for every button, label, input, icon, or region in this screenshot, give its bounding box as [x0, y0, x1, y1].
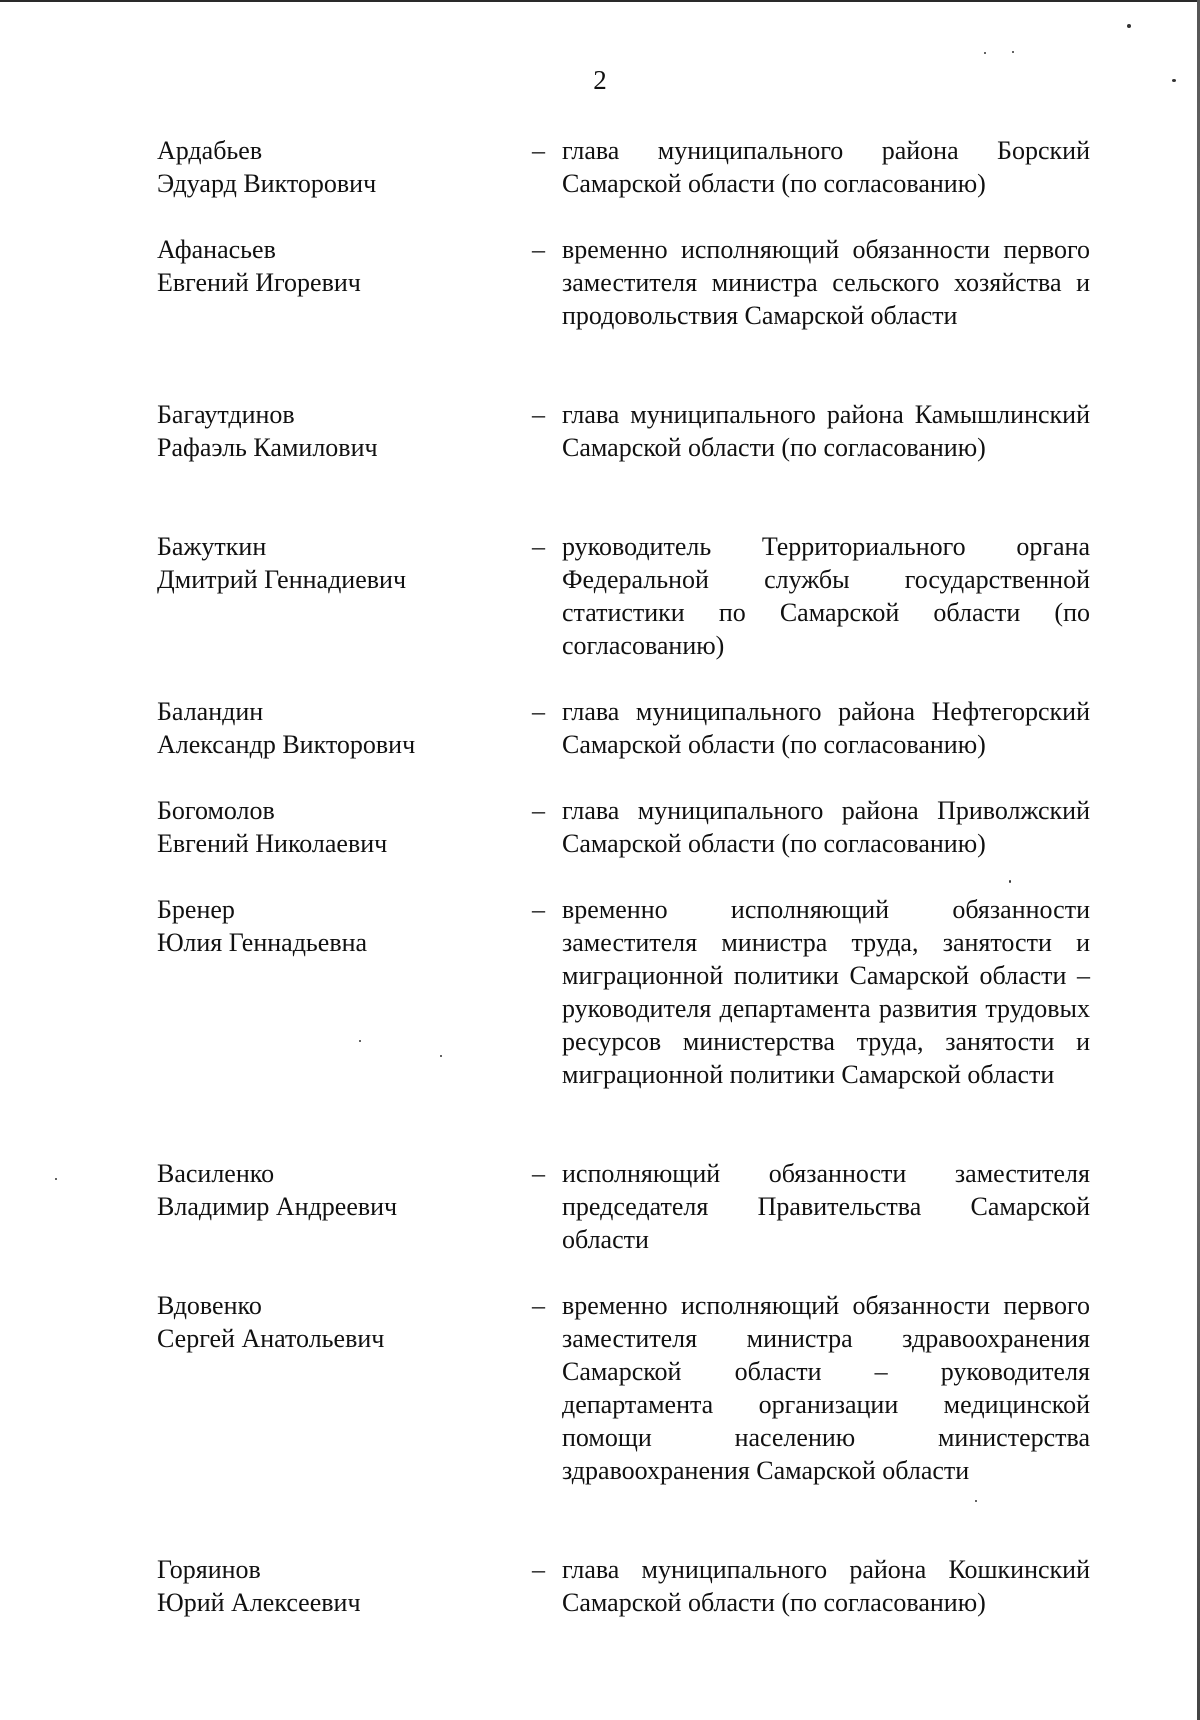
given-name: Юрий Алексеевич — [157, 1588, 361, 1617]
position-description: глава муниципального района Кошкинский Самарской области (по согласованию) — [562, 1555, 1090, 1617]
dash-separator: – — [532, 400, 545, 429]
dash-separator: – — [532, 796, 545, 825]
surname: Багаутдинов — [157, 400, 295, 429]
person-name — [157, 794, 527, 860]
person-name — [157, 134, 527, 200]
given-name: Евгений Игоревич — [157, 268, 361, 297]
person-name — [157, 530, 527, 596]
position-description: руководитель Территориального органа Федеральной службы государственной статистики по Самарской области (по согласованию) — [562, 532, 1090, 660]
person-name — [157, 398, 527, 464]
position-description: временно исполняющий обязанности первого заместителя министра здравоохранения Самарской области – руководителя департамента организации медицинской помощи населению министерства здравоохранения Самарской области — [562, 1291, 1090, 1485]
dash-separator: – — [532, 235, 545, 264]
position-description: исполняющий обязанности заместителя председателя Правительства Самарской области — [562, 1159, 1090, 1254]
given-name: Эдуард Викторович — [157, 169, 377, 198]
person-name — [157, 893, 527, 959]
dash-separator: – — [532, 1159, 545, 1188]
surname: Богомолов — [157, 796, 275, 825]
person-name — [157, 1157, 527, 1223]
dash-separator: – — [532, 1291, 545, 1320]
page-number: 2 — [593, 65, 607, 95]
given-name: Юлия Геннадьевна — [157, 928, 368, 957]
given-name: Владимир Андреевич — [157, 1192, 398, 1221]
position-description: временно исполняющий обязанности заместителя министра труда, занятости и миграционной политики Самарской области – руководителя департамента развития трудовых ресурсов министерства труда, занятости и миграционной политики Самарской области — [562, 895, 1090, 1089]
surname: Горяинов — [157, 1555, 261, 1584]
person-name — [157, 695, 527, 761]
person-name — [157, 1553, 527, 1619]
given-name: Дмитрий Геннадиевич — [157, 565, 407, 594]
person-name — [157, 233, 527, 299]
surname: Бажуткин — [157, 532, 267, 561]
dash-separator: – — [532, 1555, 545, 1584]
given-name: Рафаэль Камилович — [157, 433, 378, 462]
position-description: глава муниципального района Нефтегорский Самарской области (по согласованию) — [562, 697, 1090, 759]
surname: Баландин — [157, 697, 264, 726]
position-description: глава муниципального района Приволжский Самарской области (по согласованию) — [562, 796, 1090, 858]
surname: Ардабьев — [157, 136, 263, 165]
surname: Василенко — [157, 1159, 275, 1188]
surname: Афанасьев — [157, 235, 276, 264]
position-description: временно исполняющий обязанности первого заместителя министра сельского хозяйства и продовольствия Самарской области — [562, 235, 1090, 330]
dash-separator: – — [532, 532, 545, 561]
dash-separator: – — [532, 895, 545, 924]
position-description: глава муниципального района Камышлинский Самарской области (по согласованию) — [562, 400, 1090, 462]
dash-separator: – — [532, 136, 545, 165]
given-name: Александр Викторович — [157, 730, 416, 759]
surname: Вдовенко — [157, 1291, 262, 1320]
given-name: Евгений Николаевич — [157, 829, 388, 858]
position-description: глава муниципального района Борский Самарской области (по согласованию) — [562, 136, 1090, 198]
surname: Бренер — [157, 895, 235, 924]
dash-separator: – — [532, 697, 545, 726]
person-name — [157, 1289, 527, 1355]
given-name: Сергей Анатольевич — [157, 1324, 385, 1353]
